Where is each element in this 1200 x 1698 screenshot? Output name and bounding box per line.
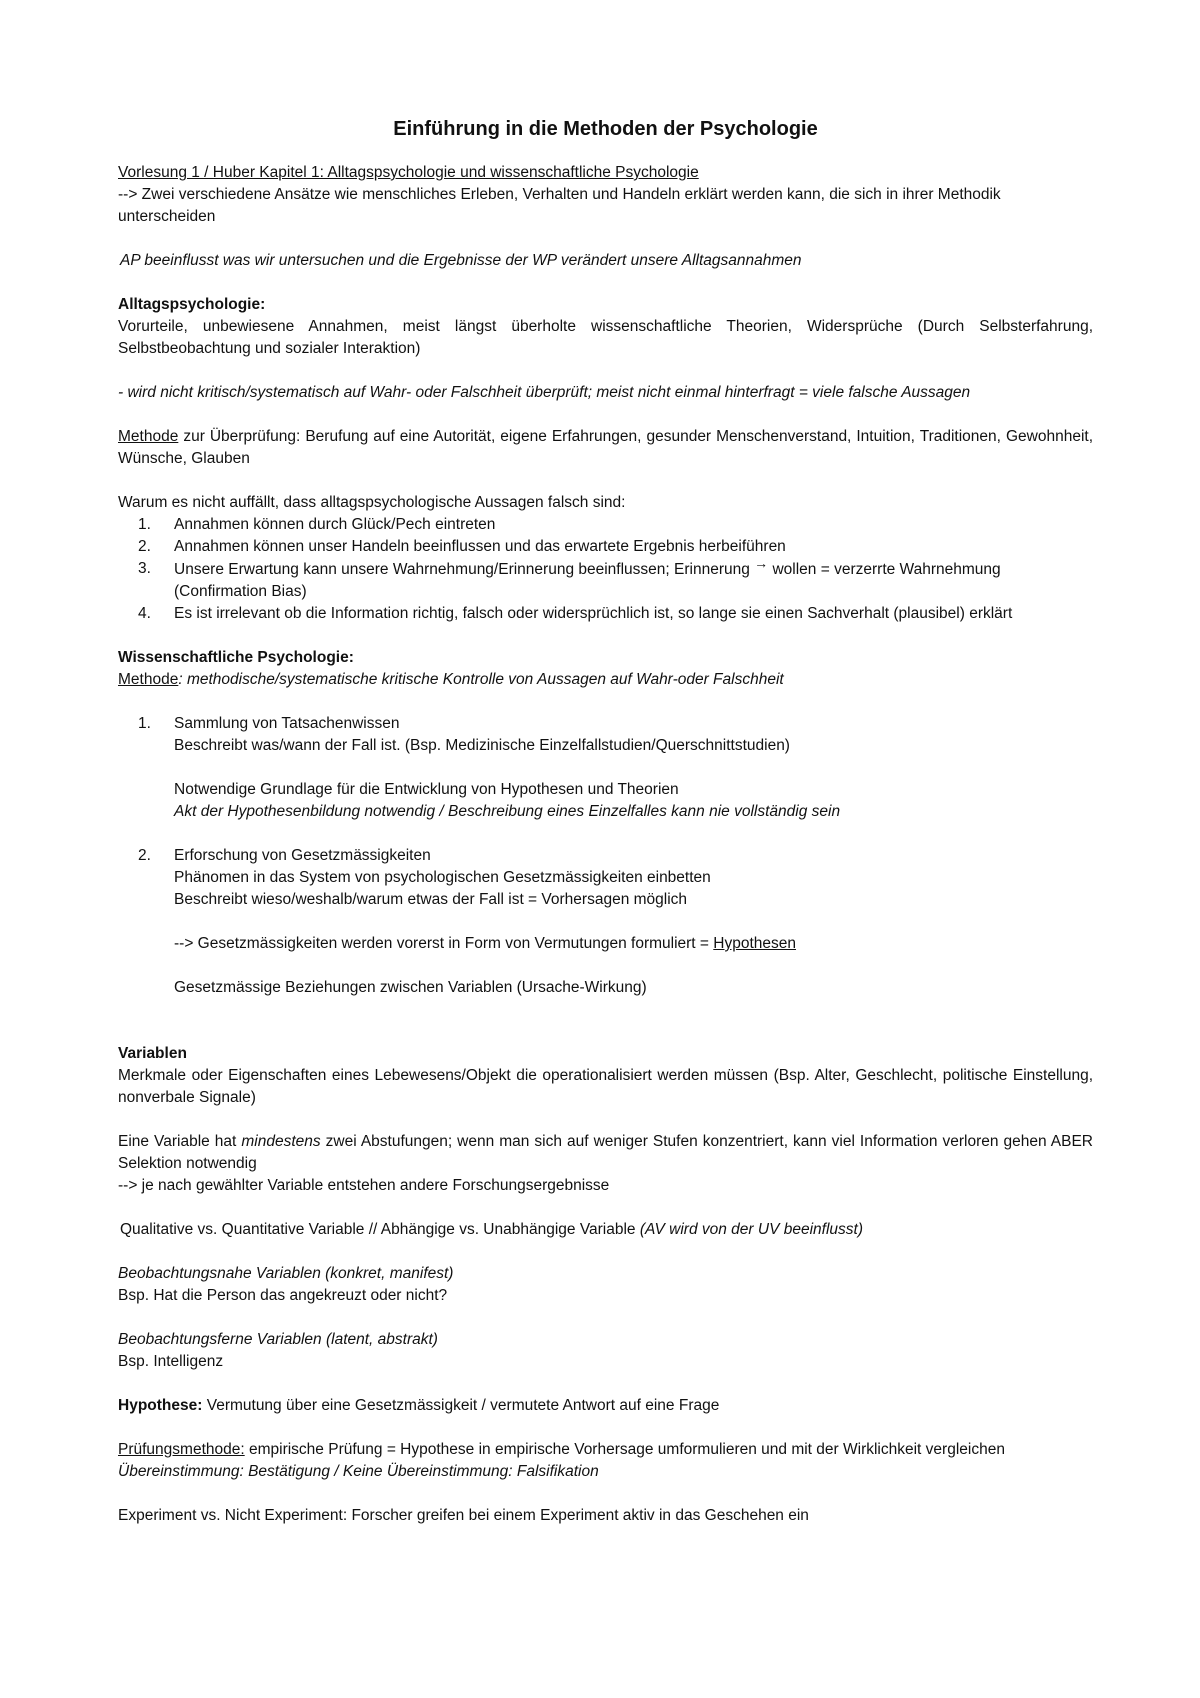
arrow-right-icon: → (754, 555, 769, 571)
pruefungsmethode-note: Übereinstimmung: Bestätigung / Keine Übereinstimmung: Falsifikation (118, 1463, 599, 1480)
experiment-note: Experiment vs. Nicht Experiment: Forscher greifen bei einem Experiment aktiv in das Geschehen ein (118, 1507, 809, 1524)
alltag-heading: Alltagspsychologie: (118, 296, 266, 313)
wiss-heading: Wissenschaftliche Psychologie: (118, 649, 354, 666)
alltag-list (118, 514, 1093, 625)
list-item: 1. Annahmen können durch Glück/Pech eintreten (138, 516, 496, 533)
step-item: 1. Sammlung von Tatsachenwissen Beschreibt was/wann der Fall ist. (Bsp. Medizinische Einzelfallstudien/Querschnittstudien) Notwendige Grundlage für die Entwicklung von Hypothesen und Theorien Akt der Hypothesenbildung notwendig / Beschreibung eines Einzelfalles kann nie vollständig sein (138, 715, 841, 820)
hypothesen-link: Hypothesen (713, 935, 797, 952)
pruefungsmethode: Prüfungsmethode: empirische Prüfung = Hypothese in empirische Vorhersage umformulieren und mit der Wirklichkeit vergleichen (118, 1441, 1005, 1458)
variablen-heading: Variablen (118, 1045, 187, 1062)
alltag-methode-text: zur Überprüfung: Berufung auf eine Autorität, eigene Erfahrungen, gesunder Menschenverstand, Intuition, Traditionen, Gewohnheit, Wünsche, Glauben (118, 428, 1093, 467)
variablen-nah-example: Bsp. Hat die Person das angekreuzt oder nicht? (118, 1287, 448, 1304)
variablen-fern: Beobachtungsferne Variablen (latent, abstrakt) (118, 1331, 438, 1348)
hypothese-def: Hypothese: Vermutung über eine Gesetzmässigkeit / vermutete Antwort auf eine Frage (118, 1397, 720, 1414)
document-content (118, 116, 1093, 1527)
wiss-methode-text: : methodische/systematische kritische Kontrolle von Aussagen auf Wahr-oder Falschheit (178, 671, 784, 688)
alltag-note: - wird nicht kritisch/systematisch auf Wahr- oder Falschheit überprüft; meist nicht einmal hinterfragt = viele falsche Aussagen (118, 384, 971, 401)
wiss-steps (118, 713, 1093, 823)
wiss-methode-label: Methode (118, 671, 179, 688)
alltag-methode-label: Methode (118, 428, 179, 445)
alltag-methode (118, 426, 1093, 470)
variablen-fern-example: Bsp. Intelligenz (118, 1353, 224, 1370)
alltag-warum: Warum es nicht auffällt, dass alltagspsychologische Aussagen falsch sind: (118, 494, 626, 511)
lecture-heading: Vorlesung 1 / Huber Kapitel 1: Alltagspsychologie und wissenschaftliche Psychologie (118, 164, 699, 181)
variablen-p2: Eine Variable hat mindestens zwei Abstufungen; wenn man sich auf weniger Stufen konzentriert, kann viel Information verloren gehen ABER Selektion notwendig (118, 1133, 1093, 1172)
variablen-text: Merkmale oder Eigenschaften eines Lebewesens/Objekt die operationalisiert werden müssen (Bsp. Alter, Geschlecht, politische Einstellung, nonverbale Signale) (118, 1067, 1093, 1106)
wiss-methode (118, 669, 1093, 691)
alltag-text: Vorurteile, unbewiesene Annahmen, meist längst überholte wissenschaftliche Theorien, Widersprüche (Durch Selbsterfahrung, Selbstbeobachtung und sozialer Interaktion) (118, 318, 1093, 357)
page-title: Einführung in die Methoden der Psychologie (393, 118, 818, 140)
list-item: 3. Unsere Erwartung kann unsere Wahrnehmung/Erinnerung beeinflussen; Erinnerung → wollen = verzerrte Wahrnehmung (Confirmation Bias) (138, 555, 1001, 600)
variablen-nah: Beobachtungsnahe Variablen (konkret, manifest) (118, 1265, 454, 1282)
variablen-types: Qualitative vs. Quantitative Variable // Abhängige vs. Unabhängige Variable (AV wird von der UV beeinflusst) (120, 1221, 863, 1238)
list-item: 2. Annahmen können unser Handeln beeinflussen und das erwartete Ergebnis herbeiführen (138, 538, 786, 555)
variablen-p2c: --> je nach gewählter Variable entstehen andere Forschungsergebnisse (118, 1177, 610, 1194)
list-item: 4. Es ist irrelevant ob die Information richtig, falsch oder widersprüchlich ist, so lange sie einen Sachverhalt (plausibel) erklärt (138, 605, 1013, 622)
step-item: 2. Erforschung von Gesetzmässigkeiten Phänomen in das System von psychologischen Gesetzmässigkeiten einbetten Beschreibt wieso/weshalb/warum etwas der Fall ist = Vorhersagen möglich --> Gesetzmässigkeiten werden vorerst in Form von Vermutungen formuliert = Hypothesen Gesetzmässige Beziehungen zwischen Variablen (Ursache-Wirkung) (138, 847, 797, 996)
lecture-intro: --> Zwei verschiedene Ansätze wie menschliches Erleben, Verhalten und Handeln erklärt werden kann, die sich in ihrer Methodik unterscheiden (118, 186, 1001, 225)
lecture-note: AP beeinflusst was wir untersuchen und die Ergebnisse der WP verändert unsere Alltagsannahmen (120, 252, 802, 269)
